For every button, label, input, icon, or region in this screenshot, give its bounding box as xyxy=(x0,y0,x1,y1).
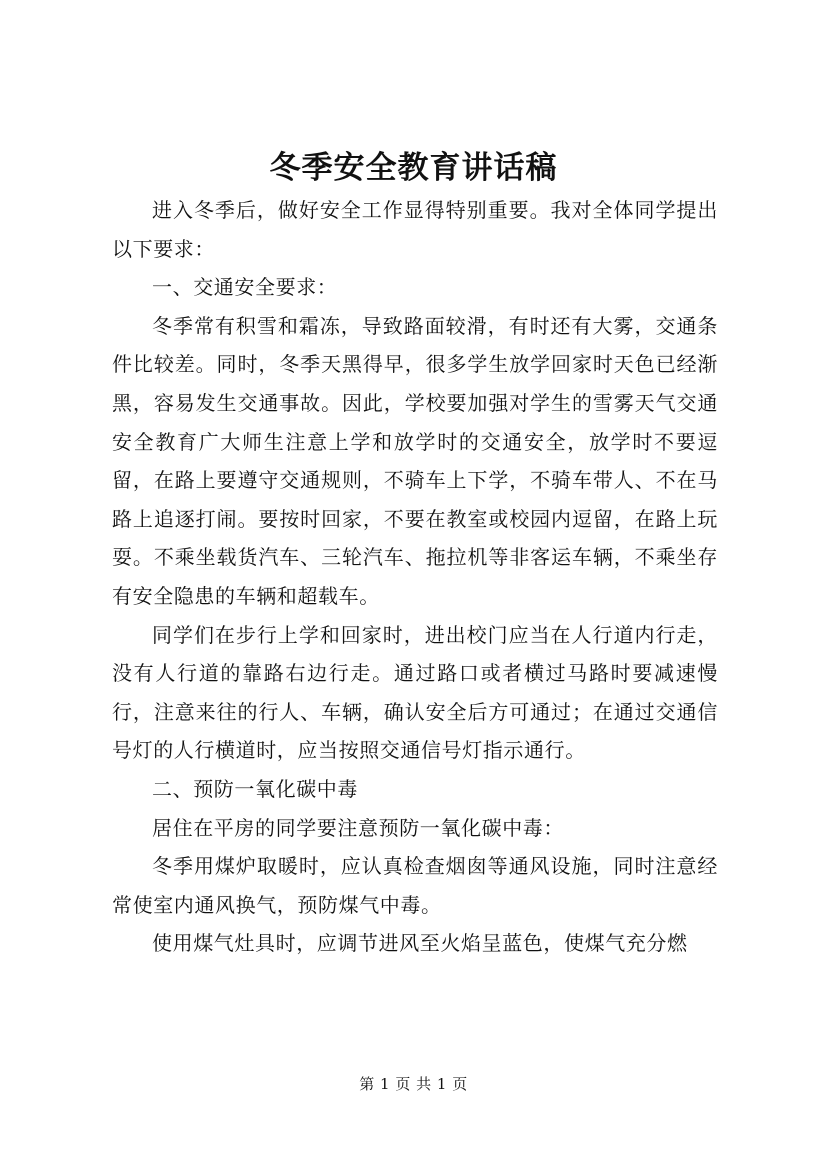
section-heading-traffic: 一、交通安全要求： xyxy=(152,275,338,300)
document-title: 冬季安全教育讲话稿 xyxy=(269,150,558,186)
paragraph-co-intro: 居住在平房的同学要注意预防一氧化碳中毒： xyxy=(152,815,564,840)
section-heading-co-poisoning: 二、预防一氧化碳中毒 xyxy=(152,776,358,801)
paragraph-intro: 进入冬季后，做好安全工作显得特别重要。我对全体同学提出以下要求： xyxy=(112,198,718,261)
paragraph-walking-rules: 同学们在步行上学和回家时，进出校门应当在人行道内行走，没有人行道的靠路右边行走。通过路口或者横过马路时要减速慢行，注意来往的行人、车辆，确认安全后方可通过；在通过交通信号灯的人行横道时，应当按照交通信号灯指示通行。 xyxy=(112,622,718,763)
paragraph-stove-ventilation: 冬季用煤炉取暖时，应认真检查烟囱等通风设施，同时注意经常使室内通风换气，预防煤气中毒。 xyxy=(112,854,718,917)
page-footer: 第 1 页 共 1 页 xyxy=(359,1075,468,1093)
paragraph-traffic-conditions: 冬季常有积雪和霜冻，导致路面较滑，有时还有大雾，交通条件比较差。同时，冬季天黑得早，很多学生放学回家时天色已经渐黑，容易发生交通事故。因此，学校要加强对学生的雪雾天气交通安全教育广大师生注意上学和放学时的交通安全，放学时不要逗留，在路上要遵守交通规则，不骑车上下学，不骑车带人、不在马路上追逐打闹。要按时回家，不要在教室或校园内逗留，在路上玩耍。不乘坐载货汽车、三轮汽车、拖拉机等非客运车辆，不乘坐存有安全隐患的车辆和超载车。 xyxy=(112,313,718,608)
paragraph-gas-stove: 使用煤气灶具时，应调节进风至火焰呈蓝色，使煤气充分燃 xyxy=(152,931,688,956)
document-body xyxy=(112,191,718,963)
